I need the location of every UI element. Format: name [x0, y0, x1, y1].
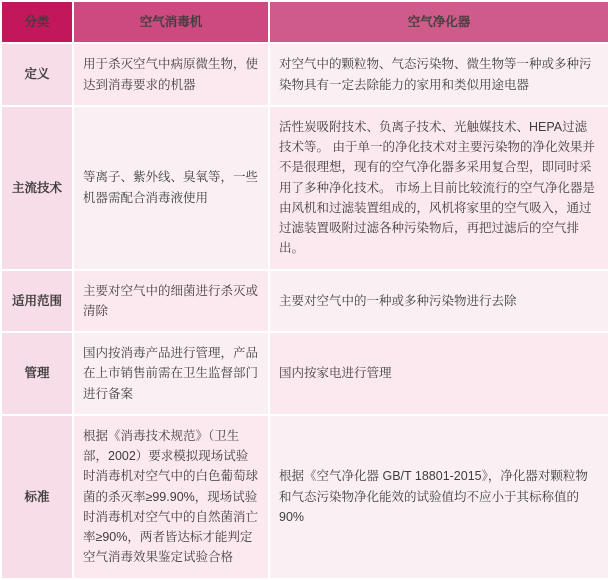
cell-management-disinfector: 国内按消毒产品进行管理，产品在上市销售前需在卫生监督部门进行备案 — [73, 332, 269, 415]
cell-standard-purifier: 根据《空气净化器 GB/T 18801-2015》，净化器对颗粒物和气态污染物净化能效的试验值均不应小于其标称值的90% — [269, 415, 608, 579]
cell-scope-purifier: 主要对空气中的一种或多种污染物进行去除 — [269, 270, 608, 333]
cell-scope-disinfector: 主要对空气中的细菌进行杀灭或清除 — [73, 270, 269, 333]
cell-standard-disinfector: 根据《消毒技术规范》（卫生部，2002）要求模拟现场试验时消毒机对空气中的白色葡萄球菌的杀灭率≥99.90%，现场试验时消毒机对空气中的自然菌消亡率≥90%，两者皆达标才能判定空气消毒效果鉴定试验合格 — [73, 415, 269, 579]
cell-definition-disinfector: 用于杀灭空气中病原微生物，使达到消毒要求的机器 — [73, 43, 269, 106]
row-label-scope: 适用范围 — [1, 270, 73, 333]
table-header — [1, 1, 608, 43]
row-label-mainstream-technology: 主流技术 — [1, 106, 73, 270]
column-header-air-purifier: 空气净化器 — [269, 1, 608, 43]
table-row — [1, 415, 608, 579]
column-header-air-disinfector: 空气消毒机 — [73, 1, 269, 43]
table-row — [1, 106, 608, 270]
row-label-definition: 定义 — [1, 43, 73, 106]
table-header-row — [1, 1, 608, 43]
row-label-management: 管理 — [1, 332, 73, 415]
cell-technology-purifier: 活性炭吸附技术、负离子技术、光触媒技术、HEPA过滤技术等。 由于单一的净化技术对主要污染物的净化效果并不是很理想，现有的空气净化器多采用复合型，即同时采用了多种净化技术。 市场上目前比较流行的空气净化器是由风机和过滤装置组成的，风机将家里的空气吸入，通过过滤装置吸附过滤各种污染物后，再把过滤后的空气排出。 — [269, 106, 608, 270]
cell-technology-disinfector: 等离子、紫外线、臭氧等，一些机器需配合消毒液使用 — [73, 106, 269, 270]
table-row — [1, 43, 608, 106]
table-row — [1, 332, 608, 415]
column-header-category: 分类 — [1, 1, 73, 43]
table-row — [1, 270, 608, 333]
row-label-standard: 标准 — [1, 415, 73, 579]
table-body — [1, 43, 608, 578]
cell-management-purifier: 国内按家电进行管理 — [269, 332, 608, 415]
cell-definition-purifier: 对空气中的颗粒物、气态污染物、微生物等一种或多种污染物具有一定去除能力的家用和类似用途电器 — [269, 43, 608, 106]
